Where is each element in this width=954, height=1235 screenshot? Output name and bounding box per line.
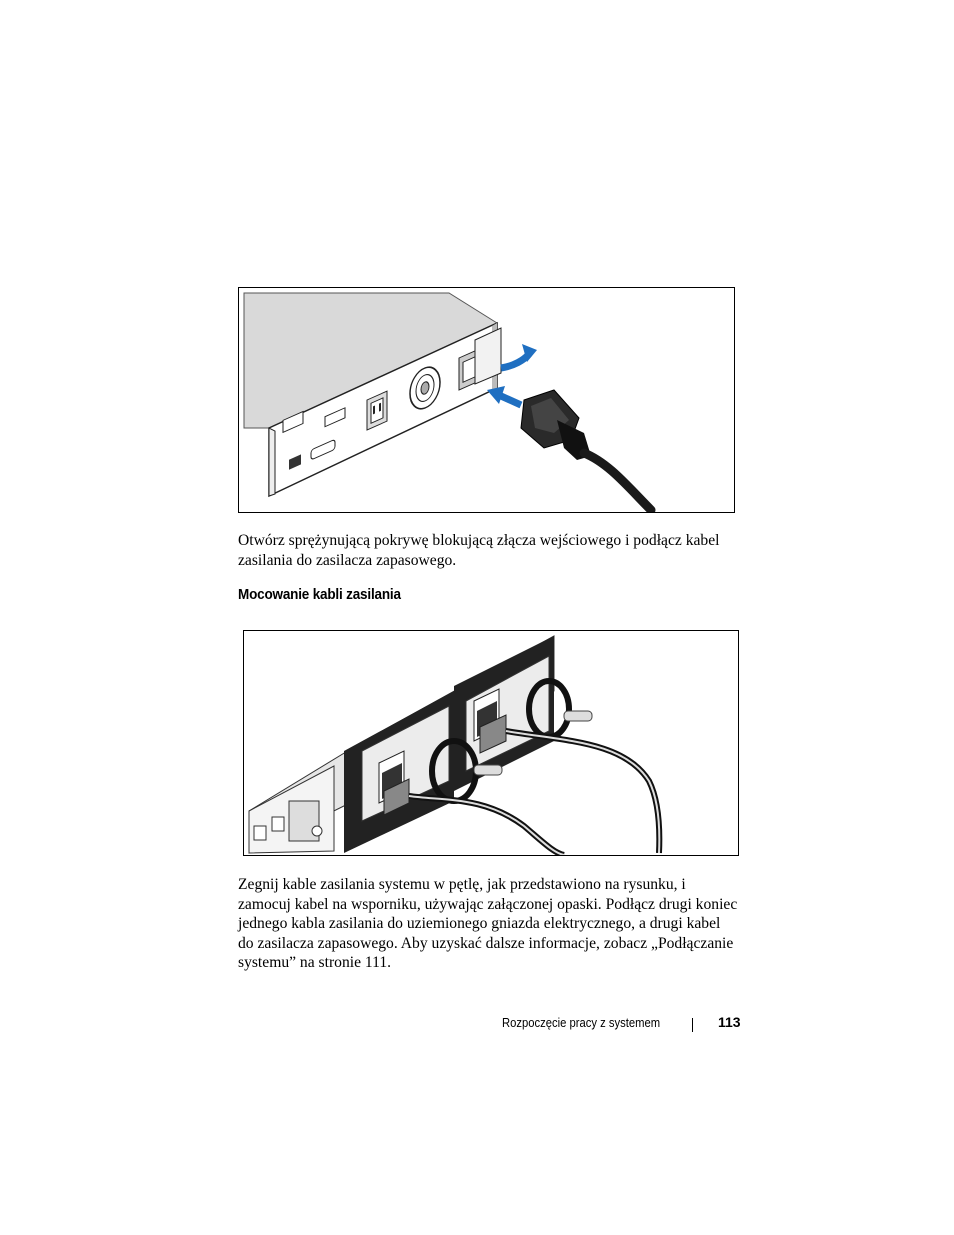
instruction-paragraph-2: Zegnij kable zasilania systemu w pętlę, jak przedstawiono na rysunku, i zamocuj kabel na wsporniku, używając załączonej opaski. Podłącz drugi koniec jednego kabla zasilania do uziemionego gniazda elektrycznego, a drugi kabel do zasilacza zapasowego. Aby uzyskać dalsze informacje, zobacz „Podłączanie systemu” na stronie 111. [238,876,738,971]
ups-rear-illustration [239,288,734,512]
instruction-paragraph-1: Otwórz sprężynującą pokrywę blokującą złącza wejściowego i podłącz kabel zasilania do zasilacza zapasowego. [238,532,720,569]
cable-strain-relief-figure [243,630,739,856]
server-psu-cable-illustration [244,631,738,855]
footer-section-title: Rozpoczęcie pracy z systemem [502,1016,661,1030]
page-number: 113 [718,1014,741,1030]
section-heading: Mocowanie kabli zasilania [238,586,401,603]
footer-separator [692,1018,693,1032]
power-supply-cover-figure [238,287,735,513]
